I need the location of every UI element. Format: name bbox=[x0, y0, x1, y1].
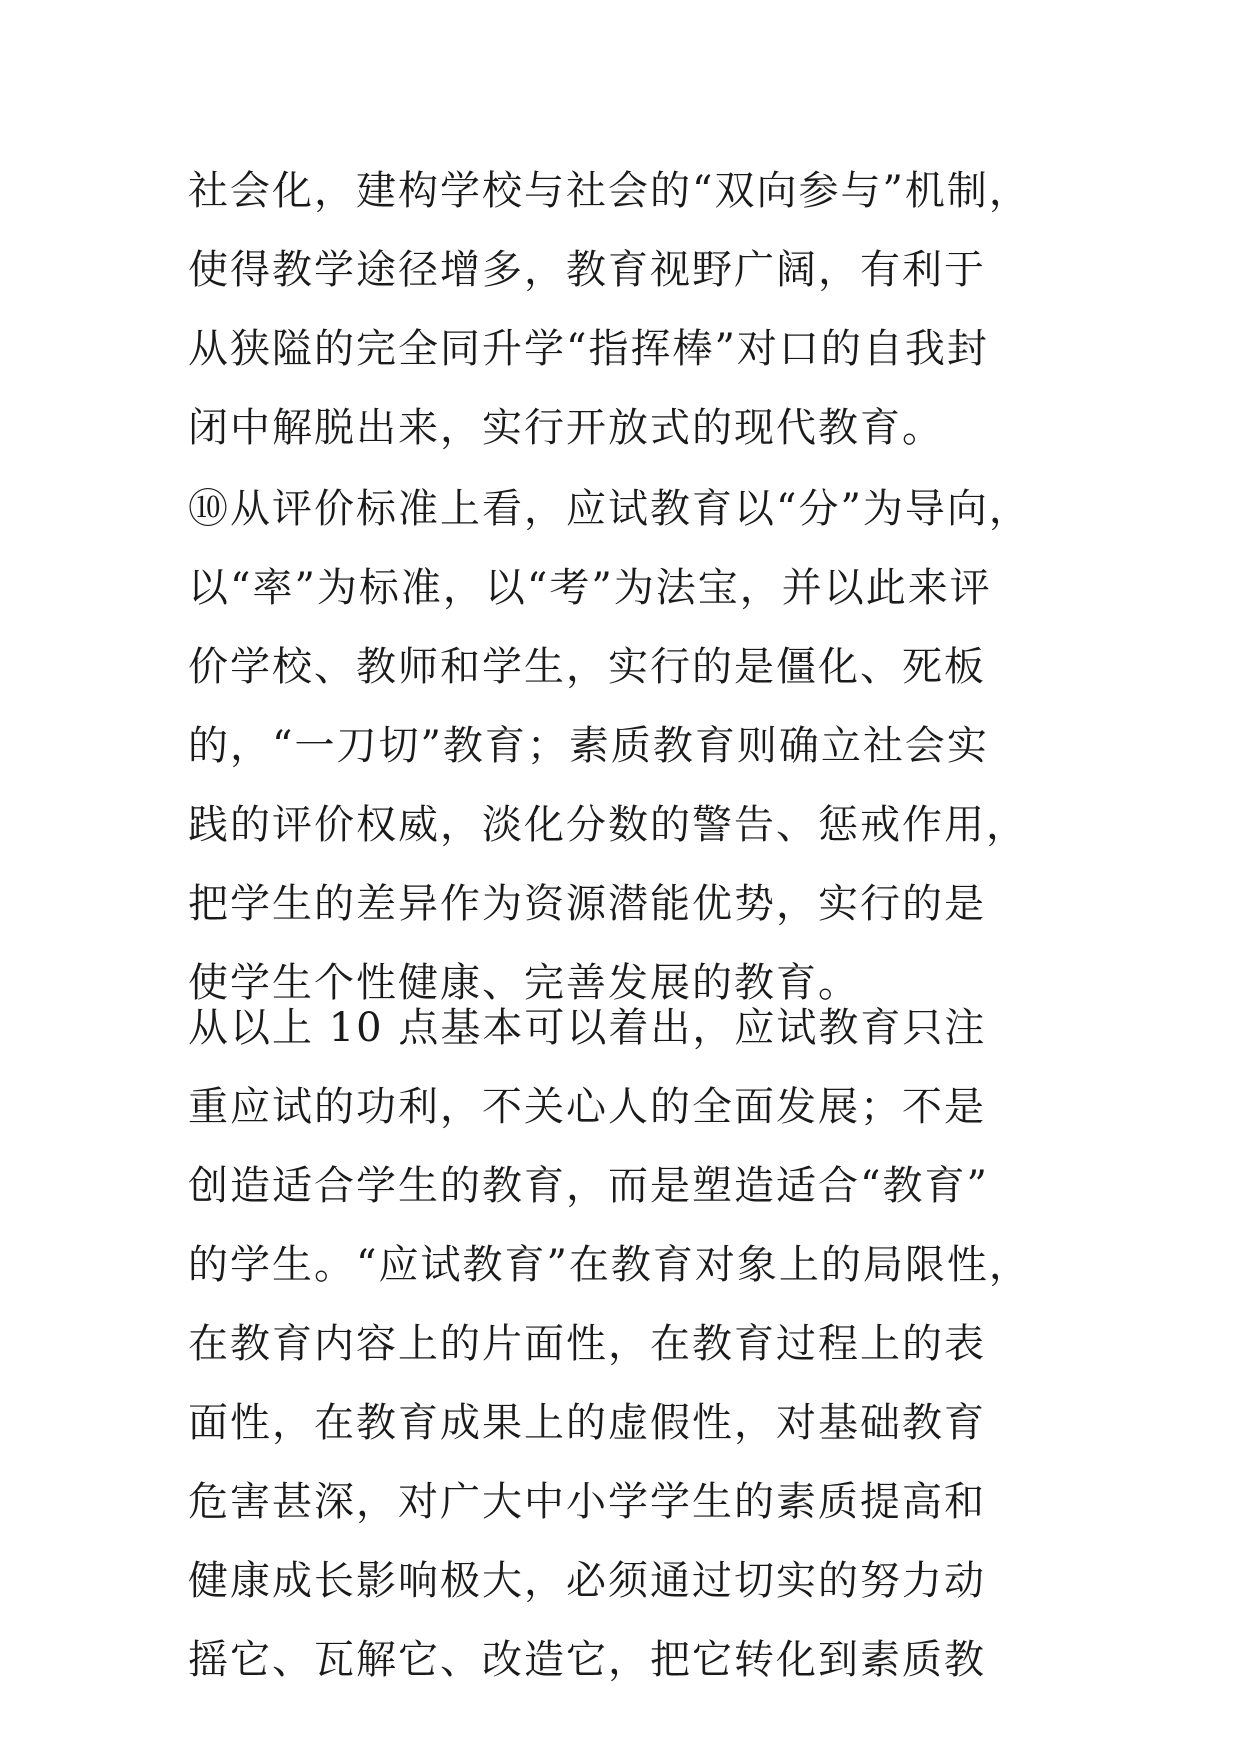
text-line: 从狭隘的完全同升学“指挥棒”对口的自我封 bbox=[188, 326, 989, 372]
text-line: 闭中解脱出来，实行开放式的现代教育。 bbox=[188, 405, 944, 451]
text-line: 的，“一刀切”教育；素质教育则确立社会实 bbox=[188, 723, 989, 769]
text-line: 面性，在教育成果上的虚假性，对基础教育 bbox=[188, 1400, 986, 1446]
text-line: 把学生的差异作为资源潜能优势，实行的是 bbox=[188, 881, 986, 927]
text-line: 健康成长影响极大，必须通过切实的努力动 bbox=[188, 1558, 986, 1604]
text-line: ⑩从评价标准上看，应试教育以“分”为导向， bbox=[188, 486, 1031, 532]
text-line: 从以上 10 点基本可以着出，应试教育只注 bbox=[188, 1005, 987, 1051]
text-line: 社会化，建构学校与社会的“双向参与”机制， bbox=[188, 168, 1031, 214]
text-line: 创造适合学生的教育，而是塑造适合“教育” bbox=[188, 1163, 989, 1209]
text-line: 在教育内容上的片面性，在教育过程上的表 bbox=[188, 1321, 986, 1367]
text-line: 的学生。“应试教育”在教育对象上的局限性， bbox=[188, 1242, 1031, 1288]
text-line: 价学校、教师和学生，实行的是僵化、死板 bbox=[188, 644, 986, 690]
text-line: 重应试的功利，不关心人的全面发展；不是 bbox=[188, 1084, 986, 1130]
text-line: 使得教学途径增多，教育视野广阔，有利于 bbox=[188, 247, 986, 293]
text-line: 危害甚深，对广大中小学学生的素质提高和 bbox=[188, 1479, 986, 1525]
text-line: 使学生个性健康、完善发展的教育。 bbox=[188, 960, 860, 1006]
paragraph-3 bbox=[188, 989, 1068, 1700]
paragraph-1 bbox=[188, 152, 1068, 468]
text-line: 以“率”为标准，以“考”为法宝，并以此来评 bbox=[188, 565, 992, 611]
paragraph-2 bbox=[188, 470, 1068, 1023]
text-line: 践的评价权威，淡化分数的警告、惩戒作用， bbox=[188, 802, 1028, 848]
text-line: 摇它、瓦解它、改造它，把它转化到素质教 bbox=[188, 1637, 986, 1683]
